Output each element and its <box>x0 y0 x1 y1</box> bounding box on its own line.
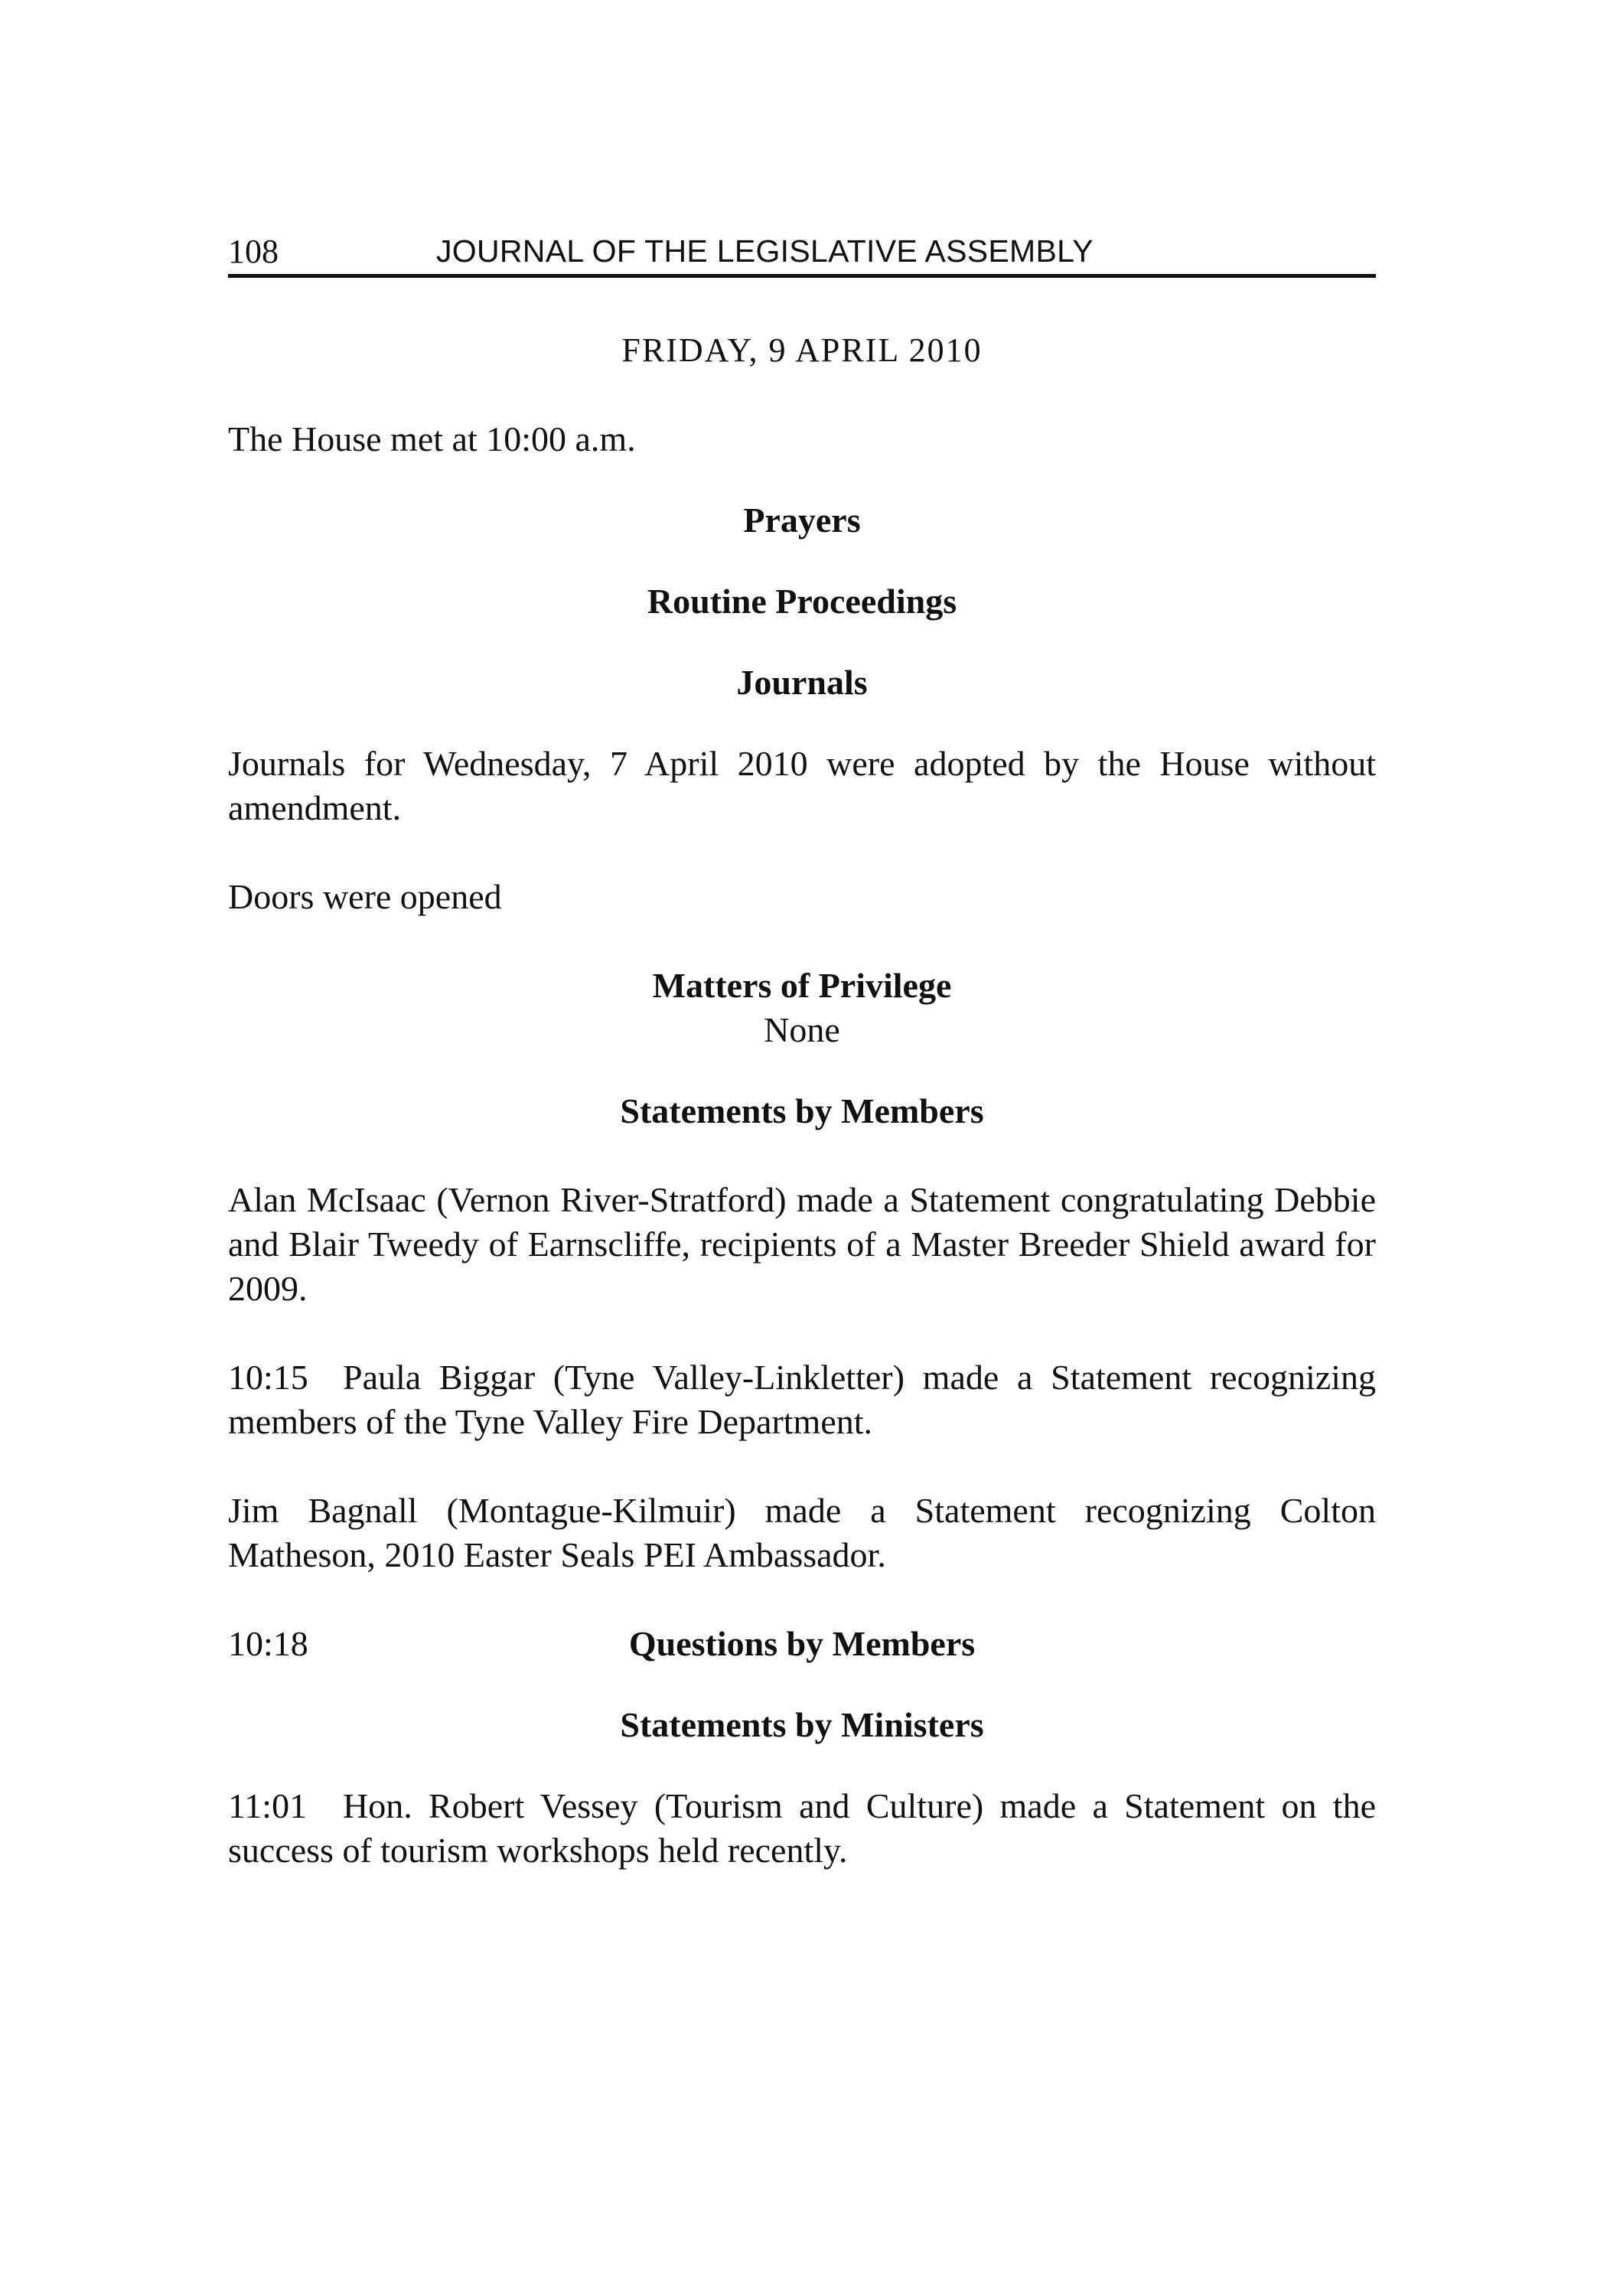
sitting-date: FRIDAY, 9 APRIL 2010 <box>621 331 983 369</box>
heading-statements-by-ministers: Statements by Ministers <box>620 1705 984 1744</box>
heading-journals: Journals <box>736 663 868 702</box>
page-number: 108 <box>228 233 279 270</box>
statement-time: 10:15 <box>228 1358 308 1397</box>
questions-time: 10:18 <box>228 1624 308 1663</box>
member-statement-1: Alan McIsaac (Vernon River-Stratford) made a Statement congratulating Debbie and Blair Tweedy of Earnscliffe, recipients of a Master Breeder Shield award for 2009. <box>228 1180 1376 1308</box>
member-statement-3: Jim Bagnall (Montague-Kilmuir) made a Statement recognizing Colton Matheson, 2010 Easter Seals PEI Ambassador. <box>228 1491 1376 1574</box>
journal-page <box>228 222 1376 1873</box>
heading-prayers: Prayers <box>743 501 861 540</box>
statement-text: Paula Biggar (Tyne Valley-Linkletter) made a Statement recognizing members of the Tyne Valley Fire Department. <box>228 1358 1376 1441</box>
questions-row <box>228 1622 1376 1666</box>
heading-statements-by-members: Statements by Members <box>620 1091 984 1130</box>
statement-time: 11:01 <box>228 1786 308 1825</box>
opening-text: The House met at 10:00 a.m. <box>228 419 636 458</box>
page-header <box>228 222 1376 278</box>
running-title: JOURNAL OF THE LEGISLATIVE ASSEMBLY <box>436 233 1094 269</box>
heading-matters-of-privilege: Matters of Privilege <box>652 966 952 1005</box>
journals-paragraph: Journals for Wednesday, 7 April 2010 were adopted by the House without amendment. <box>228 744 1376 827</box>
minister-statement <box>228 1784 1376 1873</box>
heading-routine-proceedings: Routine Proceedings <box>647 582 957 621</box>
statement-text: Hon. Robert Vessey (Tourism and Culture) made a Statement on the success of tourism workshops held recently. <box>228 1786 1376 1870</box>
heading-questions-by-members: Questions by Members <box>628 1624 976 1663</box>
privilege-none: None <box>764 1010 840 1049</box>
member-statement-2 <box>228 1355 1376 1444</box>
doors-paragraph: Doors were opened <box>228 877 502 916</box>
